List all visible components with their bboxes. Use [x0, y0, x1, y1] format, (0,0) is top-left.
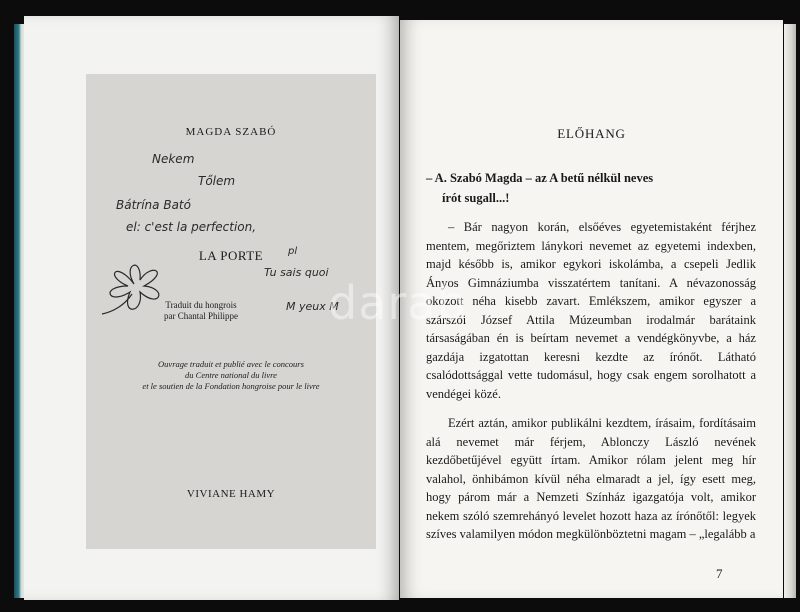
chapter-heading: ELŐHANG	[557, 126, 626, 141]
right-page-edges	[784, 24, 796, 598]
body-paragraph	[426, 414, 756, 544]
publisher-name: VIVIANE HAMY	[186, 488, 276, 500]
author-name: MAGDA SZABÓ	[185, 126, 277, 138]
translator-line: Traduit du hongrois	[165, 300, 237, 310]
handwritten-dedication-line: Nekem	[152, 152, 195, 166]
publication-note-line: Ouvrage traduit et publié avec le concours	[158, 359, 304, 369]
handwritten-dedication-line: Bátrína Bató	[116, 198, 191, 212]
handwritten-signature: M yeux M	[286, 300, 339, 313]
watermark: darab	[328, 276, 467, 330]
body-paragraph	[426, 218, 756, 403]
publication-note-line: et le soutien de la Fondation hongroise pour le livre	[142, 381, 320, 391]
paragraph-text: – Bár nagyon korán, elsőéves egyetemistaként férjhez mentem, megőriztem lánykori nevemet az egyetemi indexben, majd később is, amikor egykori iskolámba, a csepeli Jedlik Ányos Gimnáziumba visszatértem tanítani. A névazonosság okozott néha kisebb zavart. Emlékszem, amikor egyszer a szárszói József Attila Múzeumban irodalmár barátaink társaságában én is beírtam nevemet a vendégkönyvbe, a ház gazdája izgatottan keresni kezdte az írónőt. Látható csalódottsággal vette tudomásul, hogy csak engem sorolhatott a vendégei közé.	[426, 220, 756, 401]
handwritten-dedication-line: el: c'est la perfection,	[126, 220, 257, 234]
open-book	[6, 6, 794, 606]
opening-quote-line: – A. Szabó Magda – az A betű nélkül neves	[426, 171, 654, 185]
handwritten-dedication-line: Tőlem	[198, 174, 236, 188]
page-number: 7	[716, 566, 723, 581]
handwritten-dedication-line: pl	[288, 246, 298, 257]
publication-note	[86, 359, 376, 392]
translator-line: par Chantal Philippe	[164, 311, 238, 321]
opening-quote-line: írót sugall...!	[442, 191, 510, 205]
handwritten-dedication-line: Tu sais quoi	[264, 266, 329, 279]
publication-note-line: du Centre national du livre	[185, 370, 277, 380]
book-title: LA PORTE	[198, 248, 264, 263]
opening-quote	[426, 168, 756, 208]
paragraph-text: Ezért aztán, amikor publikálni kezdtem, írásaim, fordításaim alá nevemet már férjem, Ablonczy László nevének kezdőbetűjével együtt írtam. Amikor rólam jelent meg hír valahol, önhibámon kívül néha elmaradt a jel, így esett meg, hogy párom már a Nemzeti Színház igazgatója volt, amikor nekem szóló szemrehányó levelet hozott haza az írónőtől: legyek szíves valamilyen módon megkülönböztetni magam – „legalább a	[426, 416, 756, 541]
